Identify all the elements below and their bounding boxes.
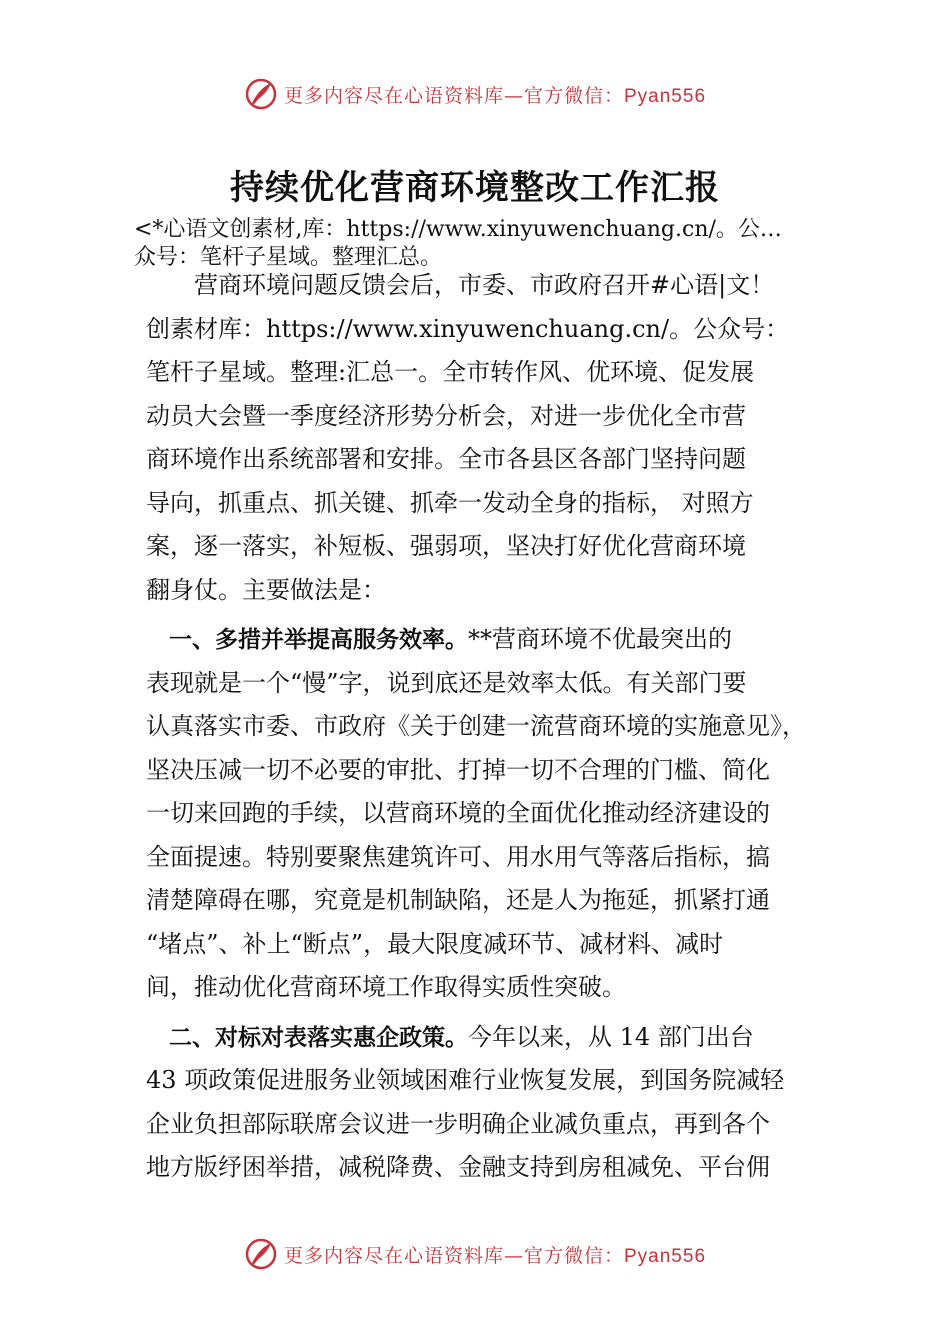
banner-wechat: Pyan556	[624, 1245, 707, 1267]
body-line: 坚决压减一切不必要的审批、打掉一切不合理的门槛、简化	[146, 756, 770, 784]
body-line: 地方版纾困举措，减税降费、金融支持到房租减免、平台佣	[146, 1153, 770, 1181]
body-line: 翻身仗。主要做法是：	[146, 576, 386, 604]
page-title: 持续优化营商环境整改工作汇报	[230, 168, 720, 208]
banner-separator: —	[503, 1244, 524, 1267]
body-line: 笔杆子星域。整理:汇总一。全市转作风、优环境、促发展	[146, 358, 755, 386]
section2-heading: 二、对标对表落实惠企政策。	[146, 1025, 468, 1051]
body-line: 企业负担部际联席会议进一步明确企业减负重点，再到各个	[146, 1110, 770, 1138]
banner-contact: 官方微信：	[523, 84, 624, 107]
banner-text: 更多内容尽在心语资料库	[283, 1244, 504, 1267]
banner-text: 更多内容尽在心语资料库	[283, 84, 504, 107]
quill-logo-icon	[244, 1237, 278, 1271]
body-line: 案，逐一落实，补短板、强弱项，坚决打好优化营商环境	[146, 532, 746, 560]
body-line: 清楚障碍在哪，究竟是机制缺陷，还是人为拖延，抓紧打通	[146, 886, 770, 914]
banner-contact: 官方微信：	[523, 1244, 624, 1267]
body-line: 间，推动优化营商环境工作取得实质性突破。	[146, 973, 626, 1001]
body-line: 一切来回跑的手续，以营商环境的全面优化推动经济建设的	[146, 799, 770, 827]
banner-separator: —	[503, 84, 524, 107]
body-line: “堵点”、补上“断点”，最大限度减环节、减材料、减时	[146, 930, 724, 958]
section2-first-text: 今年以来，从 14 部门出台	[468, 1023, 754, 1051]
body-line: 创素材库：https://www.xinyuwenchuang.cn/。公众号：	[146, 315, 790, 343]
section1-first-line	[146, 619, 826, 659]
section1-first-text: **营商环境不优最突出的	[468, 625, 732, 653]
body-line: 商环境作出系统部署和安排。全市各县区各部门坚持问题	[146, 445, 746, 473]
source-note-line: <*心语文创素材,库：https://www.xinyuwenchuang.cn/。公…	[134, 217, 782, 242]
body-line: 全面提速。特别要聚焦建筑许可、用水用气等落后指标，搞	[146, 843, 770, 871]
body-line: 表现就是一个“慢”字，说到底还是效率太低。有关部门要	[146, 669, 747, 697]
source-note-line: 众号：笔杆子星域。整理汇总。	[134, 245, 443, 270]
body-line: 营商环境问题反馈会后，市委、市政府召开#心语|文！	[146, 271, 775, 299]
body-line: 动员大会暨一季度经济形势分析会，对进一步优化全市营	[146, 402, 746, 430]
header-banner	[0, 74, 950, 114]
body-line: 认真落实市委、市政府《关于创建一流营商环境的实施意见》，	[146, 712, 806, 740]
banner-wechat: Pyan556	[624, 85, 707, 107]
body-line: 43 项政策促进服务业领域困难行业恢复发展，到国务院减轻	[146, 1066, 785, 1094]
section2-first-line	[146, 1017, 826, 1057]
footer-banner	[0, 1234, 950, 1274]
section1-heading: 一、多措并举提高服务效率。	[146, 627, 468, 653]
quill-logo-icon	[244, 77, 278, 111]
body-line: 导向，抓重点、抓关键、抓牵一发动全身的指标， 对照方	[146, 489, 754, 517]
